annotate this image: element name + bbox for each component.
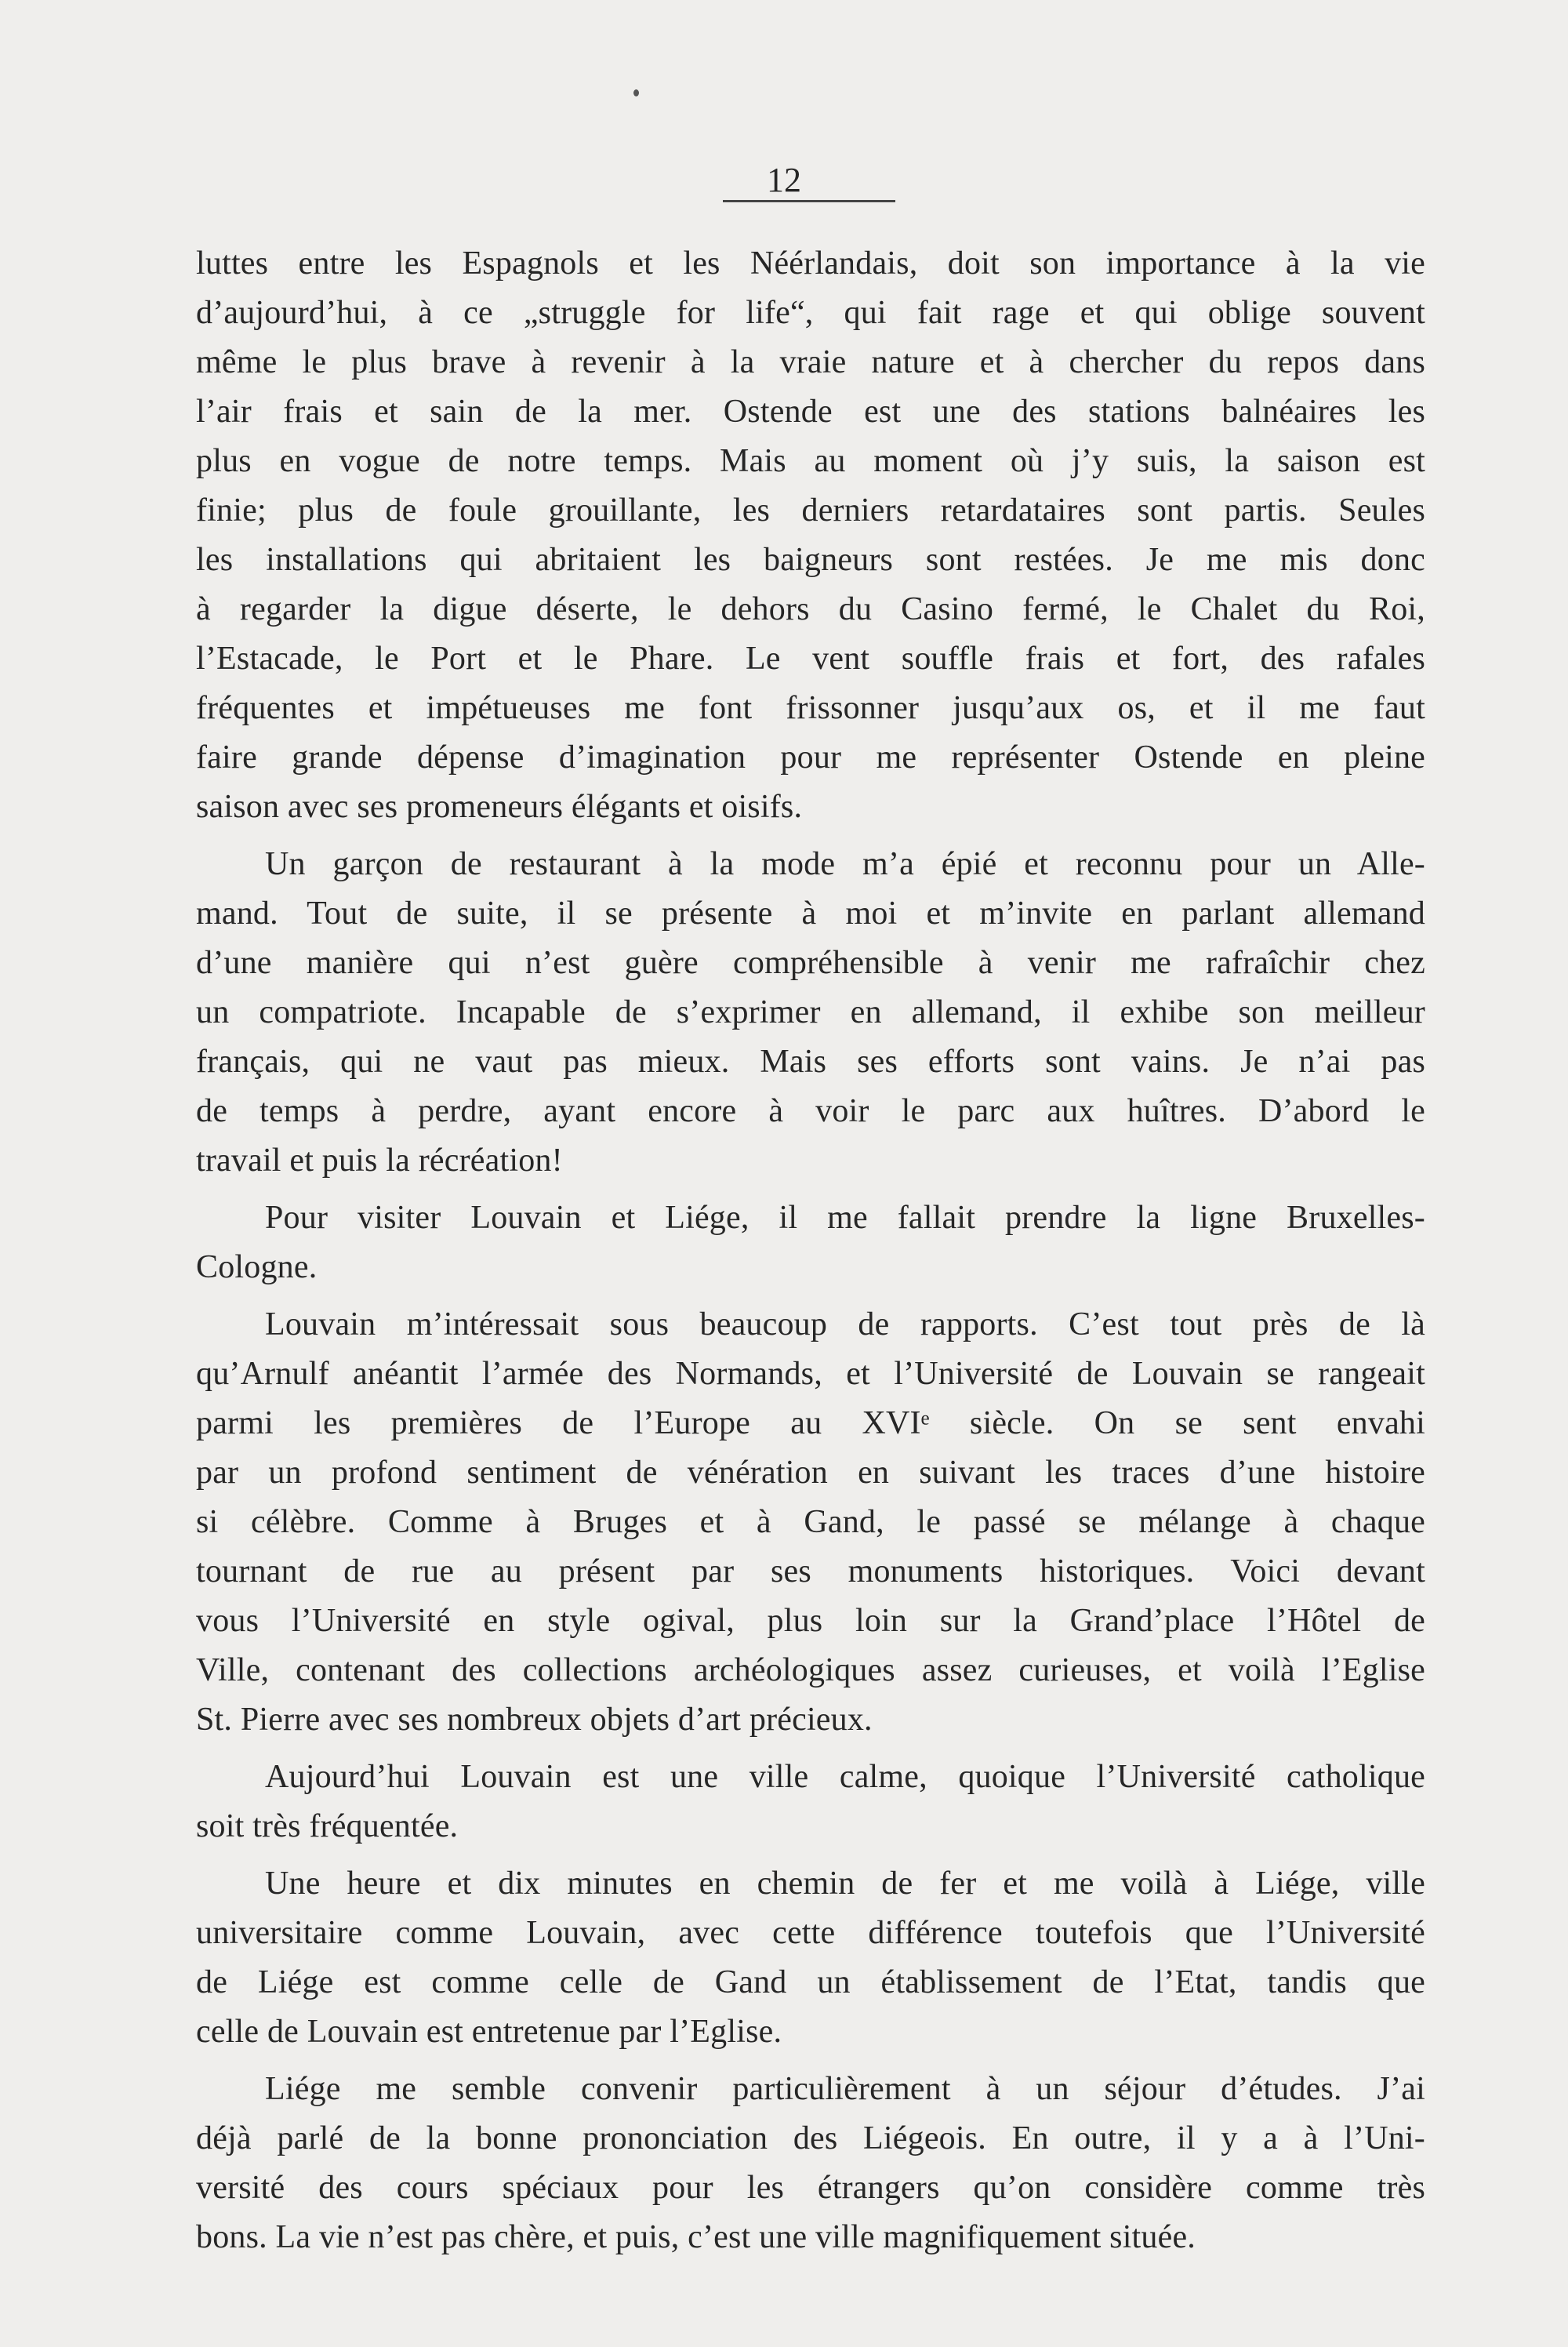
paragraph bbox=[196, 239, 1425, 832]
text-line: les installations qui abritaient les baigneurs sont restées. Je me mis donc bbox=[196, 542, 1425, 578]
paragraph bbox=[196, 1300, 1425, 1745]
text-line: versité des cours spéciaux pour les étrangers qu’on considère comme très bbox=[196, 2170, 1425, 2206]
paragraph bbox=[196, 1859, 1425, 2057]
text-line: de temps à perdre, ayant encore à voir le parc aux huîtres. D’abord le bbox=[196, 1093, 1425, 1129]
text-line: qu’Arnulf anéantit l’armée des Normands, et l’Université de Louvain se rangeait bbox=[196, 1356, 1425, 1392]
text-line: Aujourd’hui Louvain est une ville calme, quoique l’Université catholique bbox=[265, 1759, 1425, 1795]
text-line: par un profond sentiment de vénération en suivant les traces d’une histoire bbox=[196, 1455, 1425, 1491]
text-line: vous l’Université en style ogival, plus loin sur la Grand’place l’Hôtel de bbox=[196, 1603, 1425, 1639]
text-line: fréquentes et impétueuses me font frissonner jusqu’aux os, et il me faut bbox=[196, 690, 1425, 726]
text-line: Pour visiter Louvain et Liége, il me fallait prendre la ligne Bruxelles- bbox=[265, 1200, 1425, 1236]
text-line: bons. La vie n’est pas chère, et puis, c’est une ville magnifiquement située. bbox=[196, 2219, 1196, 2255]
text-line: Cologne. bbox=[196, 1249, 318, 1285]
text-line: de Liége est comme celle de Gand un établissement de l’Etat, tandis que bbox=[196, 1964, 1425, 2000]
text-line: celle de Louvain est entretenue par l’Eglise. bbox=[196, 2014, 782, 2050]
text-line: d’une manière qui n’est guère compréhensible à venir me rafraîchir chez bbox=[196, 945, 1425, 981]
text-line: Un garçon de restaurant à la mode m’a épié et reconnu pour un Alle- bbox=[265, 846, 1425, 882]
text-line: Louvain m’intéressait sous beaucoup de rapports. C’est tout près de là bbox=[265, 1306, 1425, 1342]
paragraph bbox=[196, 1193, 1425, 1292]
page-number-rule bbox=[723, 200, 895, 202]
page-number: 12 bbox=[767, 161, 801, 199]
text-line: plus en vogue de notre temps. Mais au moment où j’y suis, la saison est bbox=[196, 443, 1425, 479]
text-line: français, qui ne vaut pas mieux. Mais ses efforts sont vains. Je n’ai pas bbox=[196, 1044, 1425, 1080]
text-line: si célèbre. Comme à Bruges et à Gand, le passé se mélange à chaque bbox=[196, 1504, 1425, 1540]
text-line: universitaire comme Louvain, avec cette différence toutefois que l’Université bbox=[196, 1915, 1425, 1951]
body-text bbox=[196, 239, 1425, 2270]
text-line: déjà parlé de la bonne prononciation des Liégeois. En outre, il y a à l’Uni- bbox=[196, 2120, 1425, 2156]
print-speck bbox=[633, 89, 639, 96]
paragraph bbox=[196, 840, 1425, 1186]
text-line: parmi les premières de l’Europe au XVIᵉ siècle. On se sent envahi bbox=[196, 1405, 1425, 1441]
text-line: l’air frais et sain de la mer. Ostende est une des stations balnéaires les bbox=[196, 394, 1425, 430]
text-line: l’Estacade, le Port et le Phare. Le vent souffle frais et fort, des rafales bbox=[196, 641, 1425, 677]
text-line: tournant de rue au présent par ses monuments historiques. Voici devant bbox=[196, 1553, 1425, 1589]
paragraph bbox=[196, 1753, 1425, 1851]
text-line: finie; plus de foule grouillante, les derniers retardataires sont partis. Seules bbox=[196, 492, 1425, 529]
text-line: d’aujourd’hui, à ce „struggle for life“, qui fait rage et qui oblige souvent bbox=[196, 295, 1425, 331]
text-line: Une heure et dix minutes en chemin de fer et me voilà à Liége, ville bbox=[265, 1866, 1425, 1902]
paragraph bbox=[196, 2065, 1425, 2262]
text-line: Ville, contenant des collections archéologiques assez curieuses, et voilà l’Eglise bbox=[196, 1652, 1425, 1688]
text-line: saison avec ses promeneurs élégants et oisifs. bbox=[196, 789, 803, 825]
text-line: faire grande dépense d’imagination pour me représenter Ostende en pleine bbox=[196, 739, 1425, 776]
text-line: soit très fréquentée. bbox=[196, 1808, 459, 1844]
text-line: un compatriote. Incapable de s’exprimer en allemand, il exhibe son meilleur bbox=[196, 994, 1425, 1030]
text-line: à regarder la digue déserte, le dehors du Casino fermé, le Chalet du Roi, bbox=[196, 591, 1425, 627]
text-line: mand. Tout de suite, il se présente à moi et m’invite en parlant allemand bbox=[196, 896, 1425, 932]
text-line: même le plus brave à revenir à la vraie nature et à chercher du repos dans bbox=[196, 344, 1425, 380]
text-line: luttes entre les Espagnols et les Néérlandais, doit son importance à la vie bbox=[196, 245, 1425, 282]
text-line: St. Pierre avec ses nombreux objets d’art précieux. bbox=[196, 1702, 873, 1738]
text-line: Liége me semble convenir particulièrement à un séjour d’études. J’ai bbox=[265, 2071, 1425, 2107]
text-line: travail et puis la récréation! bbox=[196, 1143, 563, 1179]
